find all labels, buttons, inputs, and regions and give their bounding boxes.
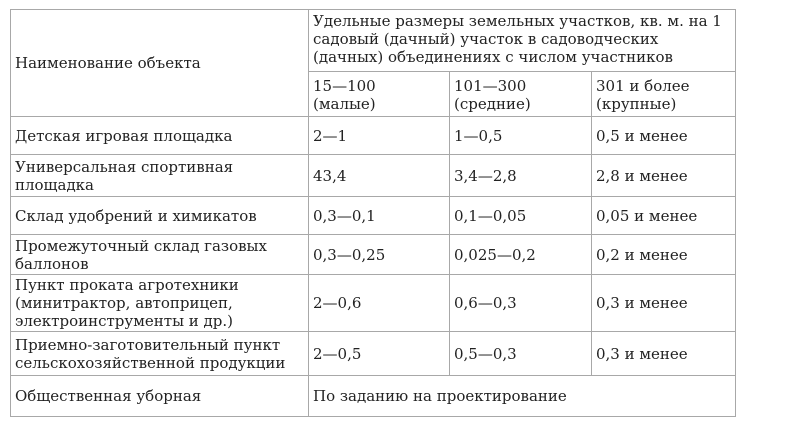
table-row (11, 332, 736, 376)
column-header-label: (малые) (313, 95, 376, 113)
object-name-cell: Склад удобрений и химикатов (11, 197, 309, 235)
column-header-small (309, 72, 450, 117)
large-value-cell: 2,8 и менее (592, 155, 736, 197)
medium-value-cell: 3,4—2,8 (450, 155, 592, 197)
column-header-label: (средние) (454, 95, 531, 113)
table-row (11, 376, 736, 417)
large-value-cell: 0,3 и менее (592, 275, 736, 332)
object-name-cell: Приемно-заготовительный пункт сельскохозяйственной продукции (11, 332, 309, 376)
object-name-cell: Промежуточный склад газовых баллонов (11, 235, 309, 275)
table-row (11, 275, 736, 332)
object-name-cell: Общественная уборная (11, 376, 309, 417)
table-row (11, 235, 736, 275)
merged-value-cell: По заданию на проектирование (309, 376, 736, 417)
large-value-cell: 0,5 и менее (592, 117, 736, 155)
medium-value-cell: 0,6—0,3 (450, 275, 592, 332)
object-name-header: Наименование объекта (11, 10, 309, 117)
large-value-cell: 0,3 и менее (592, 332, 736, 376)
column-header-large (592, 72, 736, 117)
column-header-range: 15—100 (313, 77, 376, 95)
large-value-cell: 0,05 и менее (592, 197, 736, 235)
object-name-cell: Универсальная спортивная площадка (11, 155, 309, 197)
small-value-cell: 2—0,6 (309, 275, 450, 332)
medium-value-cell: 1—0,5 (450, 117, 592, 155)
medium-value-cell: 0,025—0,2 (450, 235, 592, 275)
large-value-cell: 0,2 и менее (592, 235, 736, 275)
medium-value-cell: 0,5—0,3 (450, 332, 592, 376)
column-header-range: 301 и более (596, 77, 690, 95)
column-header-medium (450, 72, 592, 117)
header-row (11, 10, 736, 72)
small-value-cell: 0,3—0,25 (309, 235, 450, 275)
land-plot-size-table (10, 9, 736, 417)
small-value-cell: 43,4 (309, 155, 450, 197)
table-row (11, 117, 736, 155)
small-value-cell: 2—1 (309, 117, 450, 155)
object-name-cell: Детская игровая площадка (11, 117, 309, 155)
small-value-cell: 2—0,5 (309, 332, 450, 376)
column-header-label: (крупные) (596, 95, 677, 113)
object-name-cell: Пункт проката агротехники (минитрактор, автоприцеп, электроинструменты и др.) (11, 275, 309, 332)
column-header-range: 101—300 (454, 77, 527, 95)
table-row (11, 197, 736, 235)
small-value-cell: 0,3—0,1 (309, 197, 450, 235)
group-title-header: Удельные размеры земельных участков, кв. м. на 1 садовый (дачный) участок в садоводческих (дачных) объединениях с числом участников (309, 10, 736, 72)
table-row (11, 155, 736, 197)
medium-value-cell: 0,1—0,05 (450, 197, 592, 235)
